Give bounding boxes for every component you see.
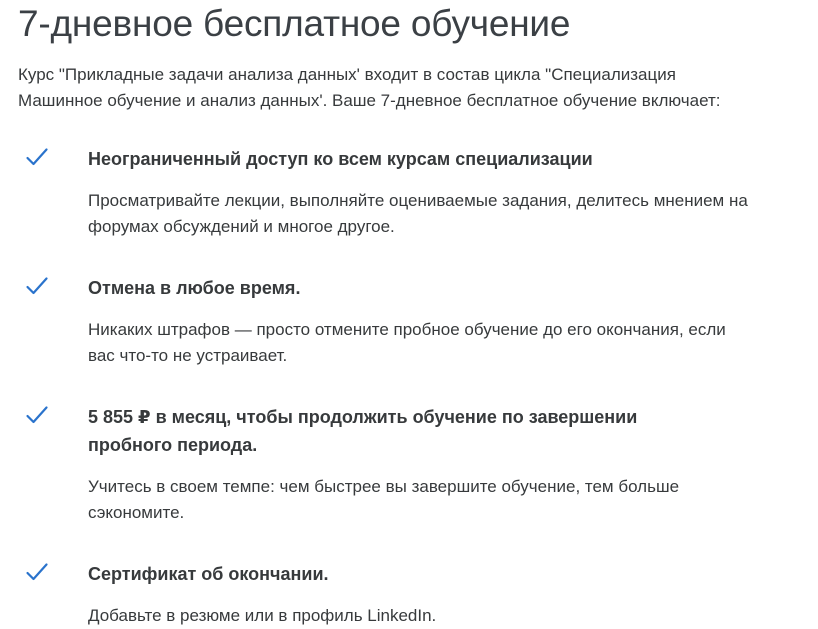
benefit-item-unlimited-access	[18, 145, 798, 240]
benefit-description: Учитесь в своем темпе: чем быстрее вы завершите обучение, тем больше сэкономите.	[88, 477, 680, 522]
benefit-description: Добавьте в резюме или в профиль LinkedIn.	[88, 606, 437, 625]
benefit-title: Отмена в любое время.	[88, 278, 301, 298]
check-icon	[18, 403, 88, 424]
benefit-title: Сертификат об окончании.	[88, 564, 329, 584]
benefit-content	[88, 145, 798, 240]
page-title: 7-дневное бесплатное обучение	[18, 3, 571, 44]
benefit-title: Неограниченный доступ ко всем курсам специализации	[88, 149, 593, 169]
benefit-title: 5 855 ₽ в месяц, чтобы продолжить обучение по завершении пробного периода.	[88, 407, 638, 455]
benefit-item-cancel-anytime	[18, 274, 798, 369]
benefit-item-monthly-price	[18, 403, 798, 526]
intro-text: Курс "Прикладные задачи анализа данных' входит в состав цикла "Специализация Машинное обучение и анализ данных'. Ваше 7-дневное бесплатное обучение включает:	[18, 65, 721, 110]
benefit-content	[88, 560, 798, 629]
benefit-content	[88, 274, 798, 369]
benefit-description: Никаких штрафов — просто отмените пробное обучение до его окончания, если вас что-то не устраивает.	[88, 320, 726, 365]
benefit-content	[88, 403, 798, 526]
benefit-item-certificate	[18, 560, 798, 629]
check-icon	[18, 560, 88, 581]
benefits-list	[18, 145, 798, 629]
check-icon	[18, 274, 88, 295]
benefit-description: Просматривайте лекции, выполняйте оцениваемые задания, делитесь мнением на форумах обсуждений и многое другое.	[88, 191, 748, 236]
check-icon	[18, 145, 88, 166]
